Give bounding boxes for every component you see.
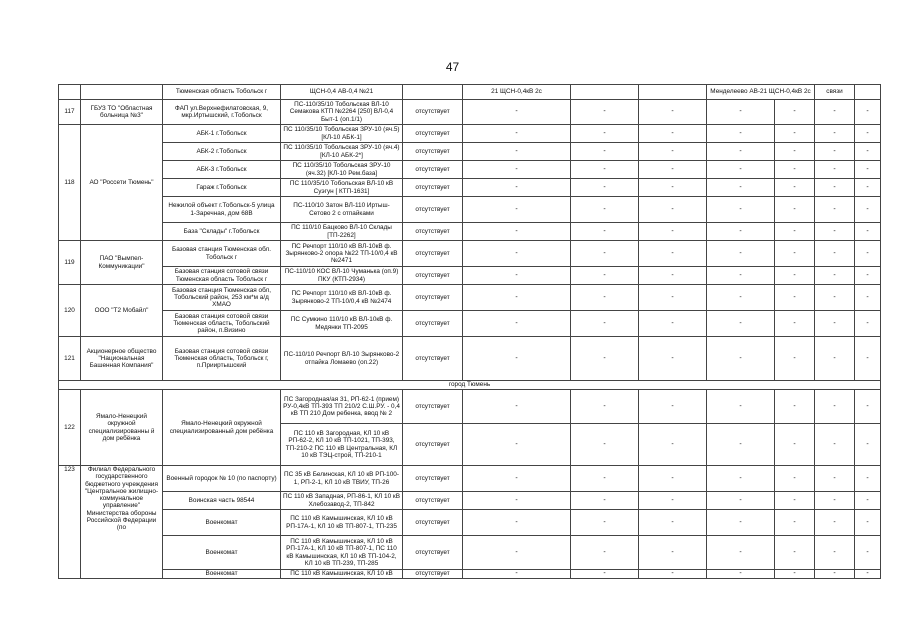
status-cell: отсутствует: [403, 337, 463, 381]
table-row: АБК-3 г.Тобольск ПС 110/35/10 Тобольская ЗРУ-10 (яч.32) [КЛ-10 Рем.база] отсутствует - - - - - - -: [59, 161, 881, 179]
region-cell: Тюменская область Тобольск г: [163, 85, 281, 100]
table-row: 119 ПАО "Вымпел-Коммуникации" Базовая станция Тюменская обл. Тобольск г ПС Речпорт 110/10 кВ ВЛ-10кВ ф. Зырянково-2 опора №22 ТП-10/0,4 кВ №2471 отсутствует - - - - - - -: [59, 241, 881, 267]
status-cell: отсутствует: [403, 197, 463, 223]
status-cell: отсутствует: [403, 125, 463, 143]
table-row: [59, 85, 881, 100]
object-cell: АБК-1 г.Тобольск: [163, 125, 281, 143]
object-cell: Военный городок № 10 (по паспорту): [163, 466, 281, 492]
organization-cell: Ямало-Ненецкий окружной специализированны й дом ребёнка: [81, 390, 163, 466]
object-cell: Нежилой объект г.Тобольск-5 улица 1-Заречная, дом 68В: [163, 197, 281, 223]
section-row: [59, 381, 881, 390]
source-cell: ПС 110 кВ Камышинская, КЛ 10 кВ: [281, 570, 403, 579]
status-cell: отсутствует: [403, 510, 463, 536]
source-cell: ПС Речпорт 110/10 кВ ВЛ-10кВ ф. Зырянково-2 ТП-10/0,4 кВ №2474: [281, 285, 403, 311]
table-row: 117 ГБУЗ ТО "Областная больница №3" ФАП ул.Верхнефилатовская, 9, мкр.Иртышский, г.Тобольск ПС-110/35/10 Тобольская ВЛ-10 Семакова КТП №2264 [250] ВЛ-0,4 Быт-1 (оп.1/1) отсутствует - - - - - - -: [59, 100, 881, 125]
source-cell: ПС Сумкино 110/10 кВ ВЛ-10кВ ф. Медянки ТП-2095: [281, 311, 403, 337]
source-cell: ПС 110 кВ Загородная, КЛ 10 кВ РП-62-2, КЛ 10 кВ ТП-1021, ТП-393, ТП-210-2 ПС 110 кВ Центральная, КЛ 10 кВ ТЭЦ-строй, ТП-210-1: [281, 424, 403, 466]
row-number: 117: [59, 100, 81, 125]
object-cell: Воинская часть 98544: [163, 492, 281, 510]
object-cell: Ямало-Ненецкий окружной специализированный дом ребёнка: [163, 390, 281, 466]
table-row: 123 Филиал Федерального государственного бюджетного учреждения "Центральное жилищно-коммунальное управление" Министерства обороны Российской Федерации (по Военный городок № 10 (по паспорту) ПС 35 кВ Белинская, КЛ 10 кВ РП-100-1, РП-2-1, КЛ 10 кВ ТВИУ, ТП-26 отсутствует - - - - - - -: [59, 466, 881, 492]
status-cell: отсутствует: [403, 161, 463, 179]
row-number: 121: [59, 337, 81, 381]
status-cell: отсутствует: [403, 390, 463, 424]
table-row: 118 АО "Россети Тюмень" АБК-1 г.Тобольск ПС 110/35/10 Тобольская ЗРУ-10 (яч.5) [КЛ-10 АБК-1] отсутствует - - - - - - -: [59, 125, 881, 143]
object-cell: ФАП ул.Верхнефилатовская, 9, мкр.Иртышский, г.Тобольск: [163, 100, 281, 125]
table-row: Гараж г.Тобольск ПС 110/35/10 Тобольская ВЛ-10 кВ Суэгун [ КТП-1631] отсутствует - - - - - - -: [59, 179, 881, 197]
source-cell: ПС Загородная/ая 31, РП-62-1 (прием) РУ-0,4кВ ТП-393 ТП 210/2 С.Ш.РУ. - 0,4 кВ ТП 210 Дом ребенка, ввод № 2: [281, 390, 403, 424]
table-row: Воинская часть 98544 ПС 110 кВ Западная, РП-86-1, КЛ 10 кВ Хлебозавод-2, ТП-842 отсутствует - - - - - - -: [59, 492, 881, 510]
row-number: 119: [59, 241, 81, 285]
object-cell: АБК-2 г.Тобольск: [163, 143, 281, 161]
table-row: 120 ООО "Т2 Мобайл" Базовая станция Тюменская обл, Тобольский район, 253 км*м а/д ХМАО ПС Речпорт 110/10 кВ ВЛ-10кВ ф. Зырянково-2 ТП-10/0,4 кВ №2474 отсутствует - - - - - - -: [59, 285, 881, 311]
organization-cell: ПАО "Вымпел-Коммуникации": [81, 241, 163, 285]
equipment-cell: ЩСН-0,4 АВ-0,4 №21: [281, 85, 403, 100]
status-cell: отсутствует: [403, 570, 463, 579]
object-cell: Базовая станция Тюменская обл. Тобольск г: [163, 241, 281, 267]
row-number: 123: [59, 466, 81, 579]
source-cell: ПС Речпорт 110/10 кВ ВЛ-10кВ ф. Зырянково-2 опора №22 ТП-10/0,4 кВ №2471: [281, 241, 403, 267]
source-cell: ПС 110 кВ Камышинская, КЛ 10 кВ РП-17А-1, КЛ 10 кВ ТП-807-1, ПС 110 кВ Камышинская, КЛ 10 кВ ТП-104-2, КЛ 10 кВ ТП-239, ТП-285: [281, 536, 403, 570]
power-supply-table: [58, 84, 881, 579]
source-cell: ПС-110/10 КОС ВЛ-10 Чуманька (оп.9) ПКУ (КТП-2934): [281, 267, 403, 285]
row-number: 122: [59, 390, 81, 466]
source-cell: ПС 110/35/10 Тобольская ЗРУ-10 (яч.4) [КЛ-10 АБК-2*]: [281, 143, 403, 161]
table-row: Базовая станция сотовой связи Тюменская область Тобольск г ПС-110/10 КОС ВЛ-10 Чуманька (оп.9) ПКУ (КТП-2934) отсутствует - - - - - - -: [59, 267, 881, 285]
status-cell: отсутствует: [403, 241, 463, 267]
object-cell: База "Склады" г.Тобольск: [163, 223, 281, 241]
section-header-tyumen: город Тюмень: [59, 381, 881, 390]
table-row: АБК-2 г.Тобольск ПС 110/35/10 Тобольская ЗРУ-10 (яч.4) [КЛ-10 АБК-2*] отсутствует - - - - - - -: [59, 143, 881, 161]
row-number: 118: [59, 125, 81, 241]
source-cell: ПС 110 кВ Западная, РП-86-1, КЛ 10 кВ Хлебозавод-2, ТП-842: [281, 492, 403, 510]
table-row: Базовая станция сотовой связи Тюменская область, Тобольский район, п.Визино ПС Сумкино 110/10 кВ ВЛ-10кВ ф. Медянки ТП-2095 отсутствует - - - - - - -: [59, 311, 881, 337]
source-cell: ПС-110/35/10 Тобольская ВЛ-10 Семакова КТП №2264 [250] ВЛ-0,4 Быт-1 (оп.1/1): [281, 100, 403, 125]
organization-cell: ООО "Т2 Мобайл": [81, 285, 163, 337]
status-cell: отсутствует: [403, 311, 463, 337]
svyazi-cell: связи: [815, 85, 855, 100]
status-cell: отсутствует: [403, 466, 463, 492]
object-cell: Базовая станция сотовой связи Тюменская область, Тобольск г, п.Прииртышский: [163, 337, 281, 381]
object-cell: Военкомат: [163, 536, 281, 570]
table-row: База "Склады" г.Тобольск ПС 110/10 Бацково ВЛ-10 Склады [ТП-2262] отсутствует - - - - - - -: [59, 223, 881, 241]
reserve-cell: Менделеево АВ-21 ЩСН-0,4кВ 2с: [707, 85, 815, 100]
source-cell: ПС-110/10 Речпорт ВЛ-10 Зырянково-2 отпайка Ломаево (оп.22): [281, 337, 403, 381]
feeder-cell: 21 ЩСН-0,4кВ 2с: [463, 85, 571, 100]
status-cell: отсутствует: [403, 179, 463, 197]
organization-cell: АО "Россети Тюмень": [81, 125, 163, 241]
row-number: 120: [59, 285, 81, 337]
table-row: 121 Акционерное общество "Национальная Башенная Компания" Базовая станция сотовой связи Тюменская область, Тобольск г, п.Прииртышский ПС-110/10 Речпорт ВЛ-10 Зырянково-2 отпайка Ломаево (оп.22) отсутствует - - - - - - -: [59, 337, 881, 381]
source-cell: ПС-110/10 Затон ВЛ-110 Иртыш-Сетово 2 с отпайками: [281, 197, 403, 223]
object-cell: Военкомат: [163, 570, 281, 579]
table-row: Военкомат ПС 110 кВ Камышинская, КЛ 10 кВ отсутствует - - - - - - -: [59, 570, 881, 579]
status-cell: отсутствует: [403, 223, 463, 241]
source-cell: ПС 35 кВ Белинская, КЛ 10 кВ РП-100-1, РП-2-1, КЛ 10 кВ ТВИУ, ТП-26: [281, 466, 403, 492]
object-cell: Базовая станция сотовой связи Тюменская область Тобольск г: [163, 267, 281, 285]
table-row: 122 Ямало-Ненецкий окружной специализированны й дом ребёнка Ямало-Ненецкий окружной специализированный дом ребёнка ПС Загородная/ая 31, РП-62-1 (прием) РУ-0,4кВ ТП-393 ТП 210/2 С.Ш.РУ. - 0,4 кВ ТП 210 Дом ребенка, ввод № 2 отсутствует - - - - - - -: [59, 390, 881, 424]
organization-cell: ГБУЗ ТО "Областная больница №3": [81, 100, 163, 125]
object-cell: Базовая станция сотовой связи Тюменская область, Тобольский район, п.Визино: [163, 311, 281, 337]
table-row: Нежилой объект г.Тобольск-5 улица 1-Заречная, дом 68В ПС-110/10 Затон ВЛ-110 Иртыш-Сетово 2 с отпайками отсутствует - - - - - - -: [59, 197, 881, 223]
object-cell: Военкомат: [163, 510, 281, 536]
status-cell: отсутствует: [403, 424, 463, 466]
status-cell: отсутствует: [403, 143, 463, 161]
status-cell: отсутствует: [403, 285, 463, 311]
object-cell: АБК-3 г.Тобольск: [163, 161, 281, 179]
table-row: ПС 110 кВ Загородная, КЛ 10 кВ РП-62-2, КЛ 10 кВ ТП-1021, ТП-393, ТП-210-2 ПС 110 кВ Центральная, КЛ 10 кВ ТЭЦ-строй, ТП-210-1 отсутствует - - - - - - -: [59, 424, 881, 466]
source-cell: ПС 110 кВ Камышинская, КЛ 10 кВ РП-17А-1, КЛ 10 кВ ТП-807-1, ТП-235: [281, 510, 403, 536]
status-cell: отсутствует: [403, 100, 463, 125]
object-cell: Гараж г.Тобольск: [163, 179, 281, 197]
source-cell: ПС 110/10 Бацково ВЛ-10 Склады [ТП-2262]: [281, 223, 403, 241]
organization-cell: Филиал Федерального государственного бюджетного учреждения "Центральное жилищно-коммунальное управление" Министерства обороны Российской Федерации (по: [81, 466, 163, 579]
source-cell: ПС 110/35/10 Тобольская ЗРУ-10 (яч.5) [КЛ-10 АБК-1]: [281, 125, 403, 143]
organization-cell: Акционерное общество "Национальная Башенная Компания": [81, 337, 163, 381]
table-row: Военкомат ПС 110 кВ Камышинская, КЛ 10 кВ РП-17А-1, КЛ 10 кВ ТП-807-1, ТП-235 отсутствует - - - - - - -: [59, 510, 881, 536]
source-cell: ПС 110/35/10 Тобольская ЗРУ-10 (яч.32) [КЛ-10 Рем.база]: [281, 161, 403, 179]
status-cell: отсутствует: [403, 492, 463, 510]
source-cell: ПС 110/35/10 Тобольская ВЛ-10 кВ Суэгун [ КТП-1631]: [281, 179, 403, 197]
status-cell: отсутствует: [403, 536, 463, 570]
table-row: Военкомат ПС 110 кВ Камышинская, КЛ 10 кВ РП-17А-1, КЛ 10 кВ ТП-807-1, ПС 110 кВ Камышинская, КЛ 10 кВ ТП-104-2, КЛ 10 кВ ТП-239, ТП-285 отсутствует - - - - - - -: [59, 536, 881, 570]
status-cell: отсутствует: [403, 267, 463, 285]
object-cell: Базовая станция Тюменская обл, Тобольский район, 253 км*м а/д ХМАО: [163, 285, 281, 311]
page-number: 47: [445, 60, 460, 74]
